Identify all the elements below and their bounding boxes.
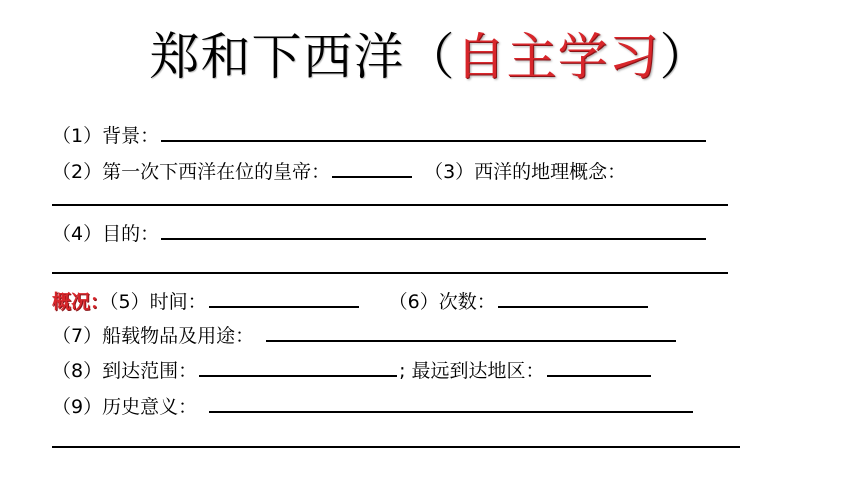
title-highlight: 自主学习: [455, 28, 660, 86]
answer-blank-4[interactable]: [161, 218, 706, 240]
answer-blank-9-continued[interactable]: [52, 446, 740, 448]
question-2-label: （2）第一次下西洋在位的皇帝：: [52, 161, 331, 183]
question-7-label: （7）船载物品及用途：: [52, 325, 255, 347]
title-open-paren: （: [404, 28, 456, 86]
question-4-row: [52, 218, 708, 244]
title-main: 郑和下西洋: [149, 28, 405, 86]
question-8-row: [52, 355, 653, 381]
overview-row: [52, 286, 650, 312]
question-1-label: （1）背景：: [52, 125, 160, 147]
answer-blank-6[interactable]: [498, 286, 648, 308]
answer-blank-7[interactable]: [266, 320, 676, 342]
answer-blank-9[interactable]: [209, 391, 693, 413]
question-2-3-row: [52, 156, 626, 182]
answer-blank-8[interactable]: [199, 355, 397, 377]
title-close-paren: ）: [659, 28, 711, 86]
question-1-row: [52, 120, 708, 146]
question-3-label: （3）西洋的地理概念：: [424, 161, 627, 183]
answer-blank-4-continued[interactable]: [52, 272, 728, 274]
question-8b-label: ; 最远到达地区：: [399, 360, 545, 382]
question-5-label: （5）时间：: [109, 291, 207, 313]
answer-blank-3[interactable]: [52, 204, 728, 206]
answer-blank-2[interactable]: [332, 156, 412, 178]
question-8-label: （8）到达范围：: [52, 360, 198, 382]
question-9-row: [52, 391, 695, 417]
answer-blank-8b[interactable]: [547, 355, 651, 377]
answer-blank-1[interactable]: [161, 120, 706, 142]
question-4-label: （4）目的：: [52, 223, 160, 245]
question-9-label: （9）历史意义：: [52, 396, 198, 418]
answer-blank-5[interactable]: [209, 286, 359, 308]
overview-label: 概况：: [52, 291, 110, 313]
question-7-row: [52, 320, 678, 346]
question-6-label: （6）次数：: [388, 291, 496, 313]
page-title: [0, 22, 860, 92]
